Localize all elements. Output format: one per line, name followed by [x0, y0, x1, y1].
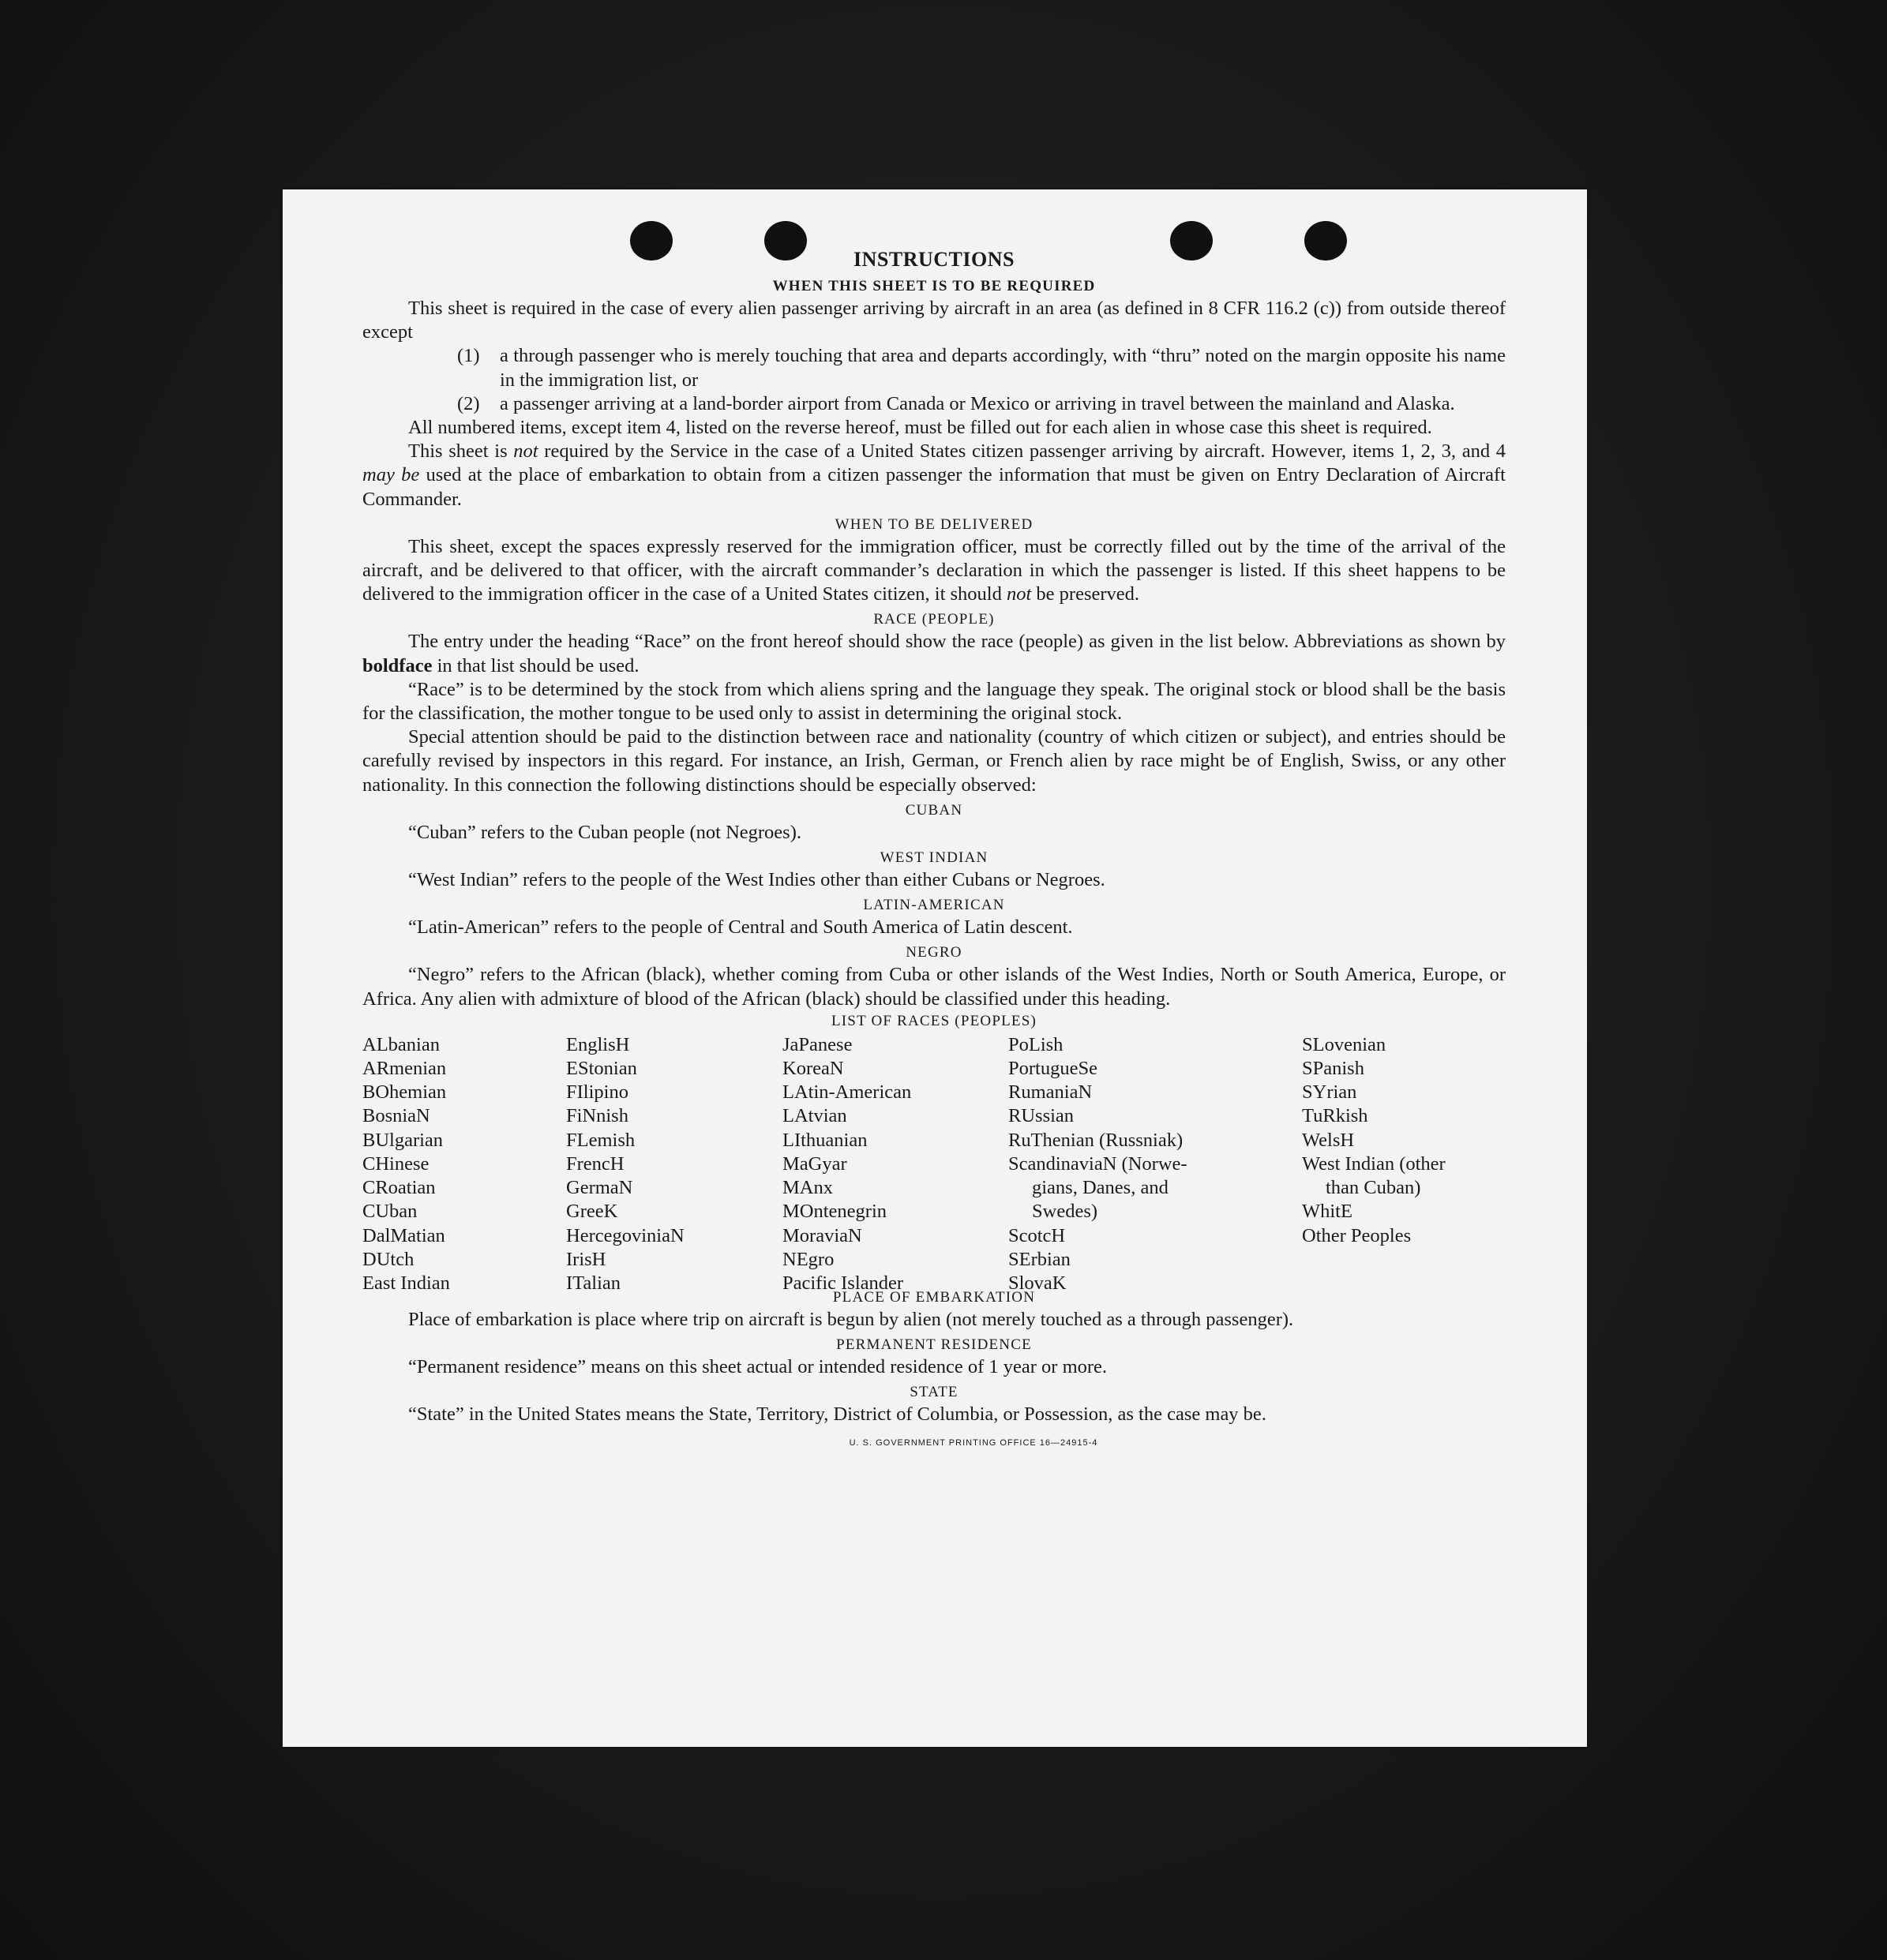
- race-item: MoraviaN: [782, 1224, 862, 1246]
- page-title: INSTRUCTIONS: [853, 248, 1015, 271]
- race-item: HercegoviniaN: [566, 1224, 685, 1246]
- race-list: [362, 1033, 1506, 1294]
- italic-run: not: [513, 440, 538, 463]
- race-column: [1008, 1033, 1187, 1295]
- race-item: LIthuanian: [782, 1129, 868, 1151]
- section-heading: LIST OF RACES (PEOPLES): [831, 1012, 1037, 1029]
- section-heading: WEST INDIAN: [880, 849, 989, 867]
- paragraph: This sheet is required in the case of every alien passenger arriving by aircraft in an area (as defined in 8 CFR 116.2 (c)) from outside thereof except: [362, 298, 1506, 343]
- race-column: [566, 1033, 685, 1295]
- race-item: IrisH: [566, 1248, 606, 1270]
- race-item: East Indian: [362, 1272, 450, 1294]
- race-item: than Cuban): [1326, 1177, 1421, 1199]
- italic-run: may be: [362, 464, 420, 486]
- race-item: GermaN: [566, 1177, 633, 1199]
- race-item: TuRkish: [1302, 1105, 1368, 1127]
- race-item: gians, Danes, and: [1032, 1177, 1169, 1199]
- race-item: Swedes): [1032, 1201, 1098, 1223]
- race-item: DUtch: [362, 1248, 415, 1270]
- race-item: FIlipino: [566, 1081, 628, 1104]
- text-run: This sheet is: [408, 440, 514, 463]
- item-number: (1): [457, 345, 480, 367]
- paragraph: “Latin-American” refers to the people of Central and South America of Latin descent.: [408, 916, 1073, 939]
- race-item: PortugueSe: [1008, 1058, 1097, 1080]
- race-item: CUban: [362, 1201, 418, 1223]
- race-item: KoreaN: [782, 1058, 844, 1080]
- race-item: FLemish: [566, 1129, 636, 1151]
- section-heading: WHEN THIS SHEET IS TO BE REQUIRED: [772, 278, 1096, 294]
- paragraph: “Cuban” refers to the Cuban people (not Negroes).: [408, 821, 801, 843]
- text-run: required by the Service in the case of a United States citizen passenger arriving by aircraft. However, items 1, 2, 3, and 4: [538, 440, 1506, 463]
- race-item: LAtvian: [782, 1105, 847, 1127]
- paragraph: “Race” is to be determined by the stock from which aliens spring and the language they speak. The original stock or blood shall be the basis for the classification, the mother tongue to be used only to assist in determining the original stock.: [362, 678, 1506, 725]
- text-run: The entry under the heading “Race” on the front hereof should show the race (people) as given in the list below. Abbreviations as shown by: [408, 631, 1506, 653]
- race-column: [1302, 1033, 1446, 1248]
- race-item: EnglisH: [566, 1033, 630, 1055]
- race-column: [782, 1033, 911, 1295]
- race-item: RuThenian (Russniak): [1008, 1129, 1184, 1151]
- race-item: JaPanese: [782, 1033, 853, 1055]
- text-run: in that list should be used.: [432, 654, 640, 676]
- race-item: FrencH: [566, 1152, 625, 1175]
- race-item: SlovaK: [1008, 1272, 1067, 1294]
- race-item: SPanish: [1302, 1058, 1364, 1080]
- race-item: RumaniaN: [1008, 1081, 1093, 1104]
- race-column: [362, 1033, 450, 1295]
- race-item: BUlgarian: [362, 1129, 444, 1151]
- section-heading: PERMANENT RESIDENCE: [836, 1336, 1032, 1354]
- section-heading: LATIN-AMERICAN: [863, 897, 1005, 914]
- paragraph: Place of embarkation is place where trip on aircraft is begun by alien (not merely touched as a through passenger).: [408, 1308, 1294, 1330]
- race-item: CRoatian: [362, 1177, 436, 1199]
- text-run: be preserved.: [1031, 583, 1140, 605]
- paragraph: [362, 535, 1506, 607]
- race-item: BOhemian: [362, 1081, 447, 1104]
- paragraph: “West Indian” refers to the people of the West Indies other than either Cubans or Negroes.: [408, 869, 1105, 891]
- race-item: WelsH: [1302, 1129, 1355, 1151]
- race-item: ITalian: [566, 1272, 621, 1294]
- italic-run: not: [1006, 583, 1032, 605]
- race-item: ScotcH: [1008, 1224, 1066, 1246]
- race-item: MaGyar: [782, 1152, 847, 1175]
- section-heading: CUBAN: [905, 801, 963, 819]
- race-item: GreeK: [566, 1201, 618, 1223]
- paragraph: Special attention should be paid to the distinction between race and nationality (country of which citizen or subject), and entries should be carefully revised by inspectors in this regard. For instance, an Irish, German, or French alien by race might be of English, Swiss, or any other nationality. In this connection the following distinctions should be especially observed:: [362, 726, 1506, 796]
- paragraph: [362, 440, 1506, 512]
- section-heading: RACE (PEOPLE): [873, 611, 995, 628]
- section-heading: NEGRO: [906, 944, 962, 961]
- race-item: SErbian: [1008, 1248, 1071, 1270]
- paragraph: [362, 630, 1506, 677]
- instruction-sheet: [283, 189, 1587, 1747]
- item-text: a through passenger who is merely touching that area and departs accordingly, with “thru” noted on the margin opposite his name in the immigration list, or: [500, 345, 1506, 391]
- numbered-item: [457, 344, 1506, 392]
- race-item: EStonian: [566, 1058, 637, 1080]
- race-item: MAnx: [782, 1177, 833, 1199]
- paragraph: “State” in the United States means the State, Territory, District of Columbia, or Possession, as the case may be.: [408, 1403, 1266, 1426]
- section-heading: WHEN TO BE DELIVERED: [835, 515, 1034, 533]
- race-item: ALbanian: [362, 1033, 440, 1055]
- race-item: BosniaN: [362, 1105, 430, 1127]
- race-item: West Indian (other: [1302, 1152, 1446, 1175]
- bold-run: boldface: [362, 654, 433, 676]
- race-item: ARmenian: [362, 1058, 447, 1080]
- race-item: RUssian: [1008, 1105, 1075, 1127]
- race-item: CHinese: [362, 1152, 430, 1175]
- section-heading: STATE: [910, 1384, 959, 1401]
- race-item: NEgro: [782, 1248, 835, 1270]
- text-run: used at the place of embarkation to obtain from a citizen passenger the information that must be given on Entry Declaration of Aircraft Commander.: [362, 464, 1506, 510]
- race-item: Other Peoples: [1302, 1224, 1412, 1246]
- race-item: Pacific Islander: [782, 1272, 904, 1294]
- numbered-item: [457, 392, 1506, 416]
- race-item: FiNnish: [566, 1105, 628, 1127]
- paragraph: All numbered items, except item 4, listed on the reverse hereof, must be filled out for each alien in whose case this sheet is required.: [408, 417, 1432, 439]
- race-item: DalMatian: [362, 1224, 445, 1246]
- item-number: (2): [457, 392, 480, 414]
- race-item: WhitE: [1302, 1201, 1352, 1223]
- race-item: SLovenian: [1302, 1033, 1386, 1055]
- section-heading: PLACE OF EMBARKATION: [832, 1288, 1036, 1306]
- paragraph: “Permanent residence” means on this sheet actual or intended residence of 1 year or more.: [408, 1356, 1108, 1378]
- race-item: SYrian: [1302, 1081, 1357, 1104]
- race-item: PoLish: [1008, 1033, 1064, 1055]
- paragraph: “Negro” refers to the African (black), whether coming from Cuba or other islands of the West Indies, North or South America, Europe, or Africa. Any alien with admixture of blood of the African (black) should be classified under this heading.: [362, 964, 1506, 1010]
- text-run: This sheet, except the spaces expressly reserved for the immigration officer, must be correctly filled out by the time of the arrival of the aircraft, and be delivered to that officer, with the aircraft commander’s declaration in which the passenger is listed. If this sheet happens to be delivered to the immigration officer in the case of a United States citizen, it should: [362, 535, 1506, 605]
- item-text: a passenger arriving at a land-border airport from Canada or Mexico or arriving in travel between the mainland and Alaska.: [500, 392, 1455, 414]
- sheet-content: [362, 246, 1506, 1456]
- race-item: LAtin-American: [782, 1081, 912, 1104]
- printer-imprint: U. S. GOVERNMENT PRINTING OFFICE 16—24915-4: [849, 1438, 1098, 1448]
- race-item: ScandinaviaN (Norwe-: [1008, 1152, 1187, 1175]
- race-item: MOntenegrin: [782, 1201, 887, 1223]
